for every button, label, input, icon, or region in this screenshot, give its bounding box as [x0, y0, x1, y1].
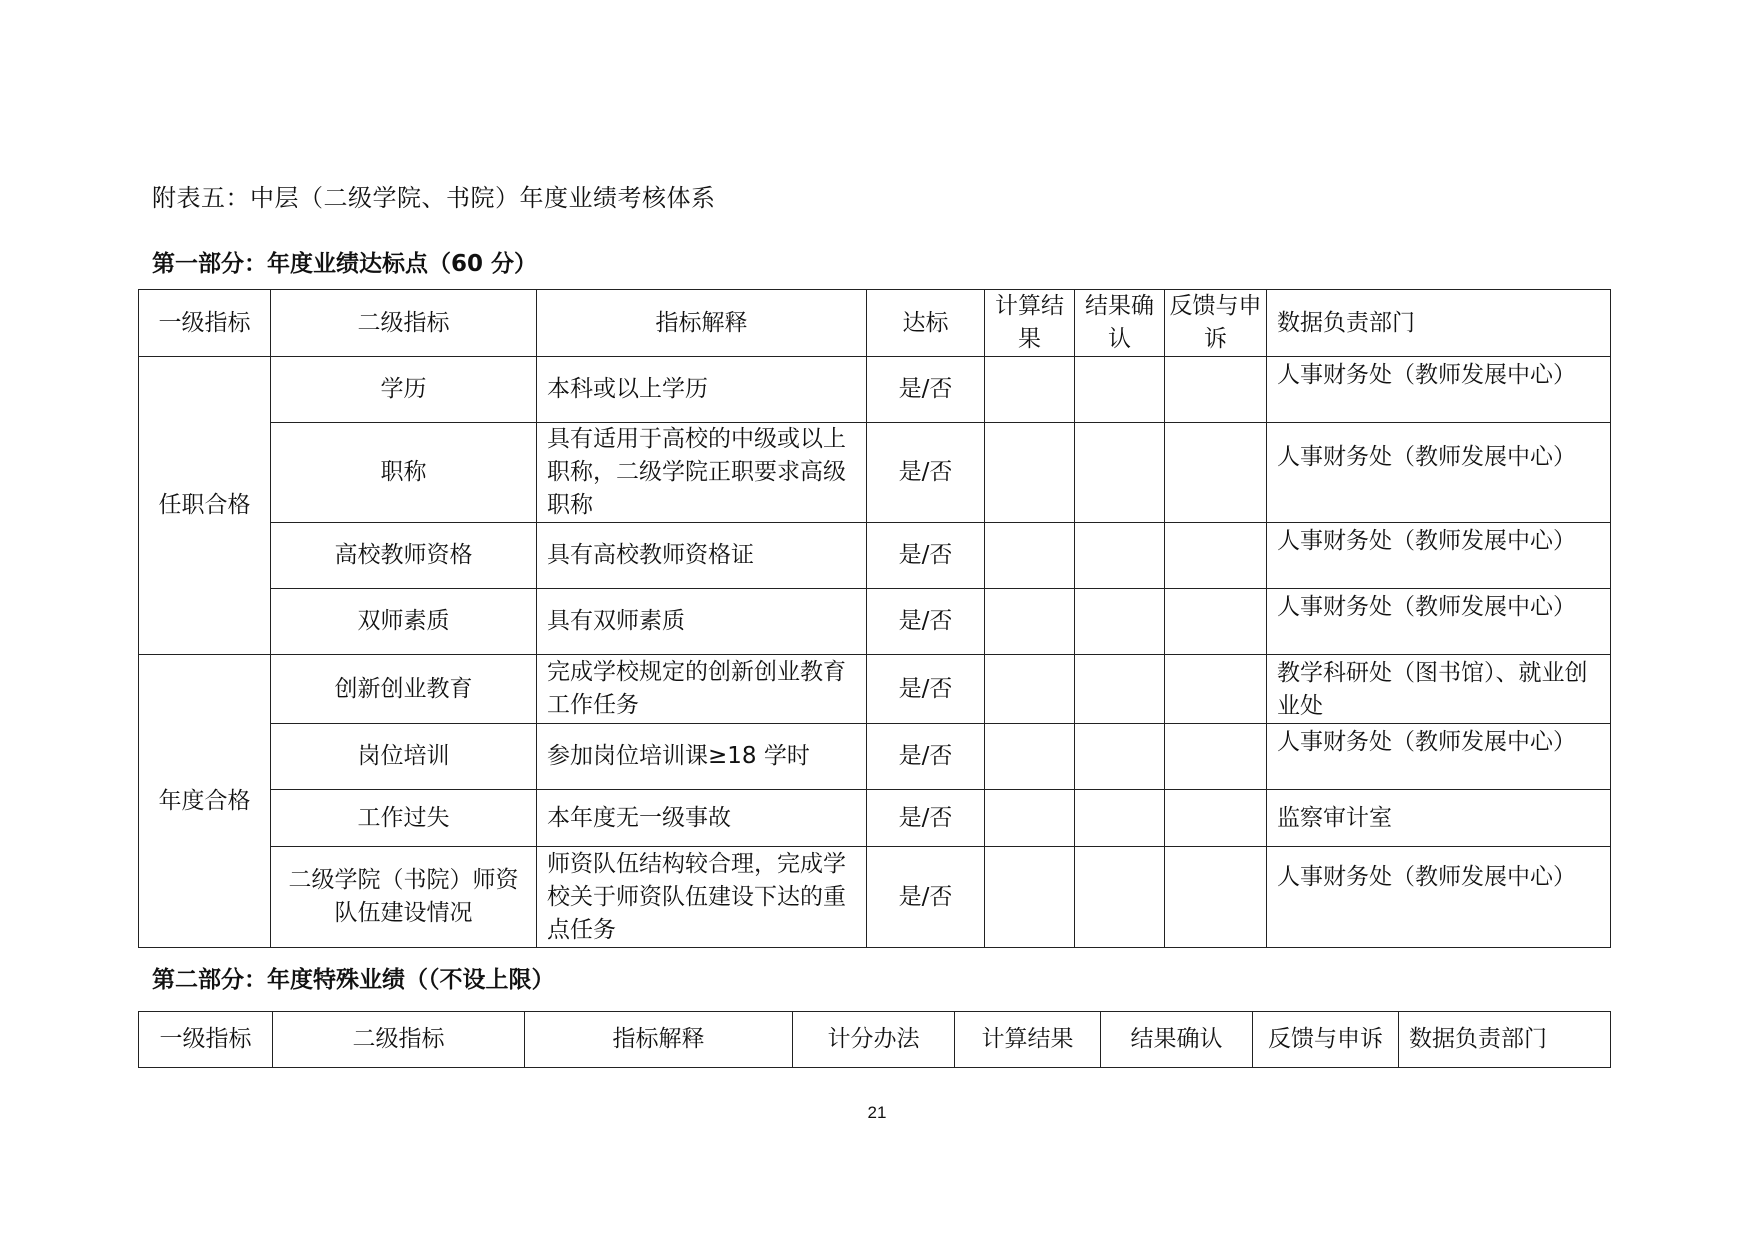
part1-table	[138, 289, 1611, 948]
feedback-cell	[1165, 589, 1267, 655]
feedback-cell	[1165, 523, 1267, 589]
confirm-cell	[1075, 790, 1165, 847]
page-number: 21	[867, 1103, 887, 1122]
confirm-cell	[1075, 523, 1165, 589]
indicator-cell: 岗位培训	[271, 724, 537, 790]
dept-cell: 人事财务处（教师发展中心）	[1267, 847, 1611, 948]
part1-header-row	[139, 290, 1611, 357]
indicator-cell: 职称	[271, 423, 537, 523]
calc-cell	[985, 523, 1075, 589]
dept-cell: 教学科研处（图书馆）、就业创业处	[1267, 655, 1611, 724]
table-row	[139, 847, 1611, 948]
header-level1: 一级指标	[139, 290, 271, 357]
confirm-cell	[1075, 724, 1165, 790]
header-calc: 计算结果	[955, 1012, 1101, 1068]
explain-cell: 具有高校教师资格证	[537, 523, 867, 589]
calc-cell	[985, 790, 1075, 847]
indicator-cell: 学历	[271, 357, 537, 423]
table-row	[139, 589, 1611, 655]
explain-cell: 本科或以上学历	[537, 357, 867, 423]
calc-cell	[985, 357, 1075, 423]
explain-cell: 具有双师素质	[537, 589, 867, 655]
explain-cell: 具有适用于高校的中级或以上职称，二级学院正职要求高级职称	[537, 423, 867, 523]
standard-cell: 是/否	[867, 357, 985, 423]
indicator-cell: 双师素质	[271, 589, 537, 655]
dept-cell: 人事财务处（教师发展中心）	[1267, 724, 1611, 790]
confirm-cell	[1075, 423, 1165, 523]
table-row	[139, 655, 1611, 724]
header-dept: 数据负责部门	[1267, 290, 1611, 357]
header-feedback: 反馈与申诉	[1165, 290, 1267, 357]
header-confirm: 结果确认	[1075, 290, 1165, 357]
dept-cell: 监察审计室	[1267, 790, 1611, 847]
part2-title: 第二部分：年度特殊业绩（（不设上限）	[152, 967, 555, 993]
table-row	[139, 357, 1611, 423]
table-row	[139, 790, 1611, 847]
document-caption: 附表五：中层（二级学院、书院）年度业绩考核体系	[152, 184, 716, 212]
header-dept: 数据负责部门	[1399, 1012, 1611, 1068]
calc-cell	[985, 589, 1075, 655]
confirm-cell	[1075, 357, 1165, 423]
feedback-cell	[1165, 423, 1267, 523]
dept-cell: 人事财务处（教师发展中心）	[1267, 357, 1611, 423]
feedback-cell	[1165, 847, 1267, 948]
dept-cell: 人事财务处（教师发展中心）	[1267, 423, 1611, 523]
table-row	[139, 423, 1611, 523]
indicator-cell: 二级学院（书院）师资队伍建设情况	[271, 847, 537, 948]
confirm-cell	[1075, 655, 1165, 724]
header-calc: 计算结果	[985, 290, 1075, 357]
indicator-cell: 工作过失	[271, 790, 537, 847]
group-name: 年度合格	[139, 655, 271, 948]
standard-cell: 是/否	[867, 655, 985, 724]
explain-cell: 完成学校规定的创新创业教育工作任务	[537, 655, 867, 724]
explain-cell: 参加岗位培训课≥18 学时	[537, 724, 867, 790]
dept-cell: 人事财务处（教师发展中心）	[1267, 589, 1611, 655]
feedback-cell	[1165, 790, 1267, 847]
table-row	[139, 523, 1611, 589]
header-feedback: 反馈与申诉	[1253, 1012, 1399, 1068]
calc-cell	[985, 847, 1075, 948]
standard-cell: 是/否	[867, 847, 985, 948]
dept-cell: 人事财务处（教师发展中心）	[1267, 523, 1611, 589]
standard-cell: 是/否	[867, 724, 985, 790]
confirm-cell	[1075, 589, 1165, 655]
standard-cell: 是/否	[867, 589, 985, 655]
explain-cell: 师资队伍结构较合理，完成学校关于师资队伍建设下达的重点任务	[537, 847, 867, 948]
calc-cell	[985, 655, 1075, 724]
header-method: 计分办法	[793, 1012, 955, 1068]
indicator-cell: 高校教师资格	[271, 523, 537, 589]
feedback-cell	[1165, 357, 1267, 423]
standard-cell: 是/否	[867, 790, 985, 847]
header-standard: 达标	[867, 290, 985, 357]
part2-header-row	[139, 1012, 1611, 1068]
header-level1: 一级指标	[139, 1012, 273, 1068]
calc-cell	[985, 724, 1075, 790]
part2-table	[138, 1011, 1611, 1068]
calc-cell	[985, 423, 1075, 523]
header-confirm: 结果确认	[1101, 1012, 1253, 1068]
explain-cell: 本年度无一级事故	[537, 790, 867, 847]
header-level2: 二级指标	[271, 290, 537, 357]
feedback-cell	[1165, 724, 1267, 790]
group-name: 任职合格	[139, 357, 271, 655]
confirm-cell	[1075, 847, 1165, 948]
standard-cell: 是/否	[867, 523, 985, 589]
table-row	[139, 724, 1611, 790]
feedback-cell	[1165, 655, 1267, 724]
header-level2: 二级指标	[273, 1012, 525, 1068]
standard-cell: 是/否	[867, 423, 985, 523]
header-explain: 指标解释	[525, 1012, 793, 1068]
header-explain: 指标解释	[537, 290, 867, 357]
part1-title: 第一部分：年度业绩达标点（60 分）	[152, 251, 538, 277]
indicator-cell: 创新创业教育	[271, 655, 537, 724]
